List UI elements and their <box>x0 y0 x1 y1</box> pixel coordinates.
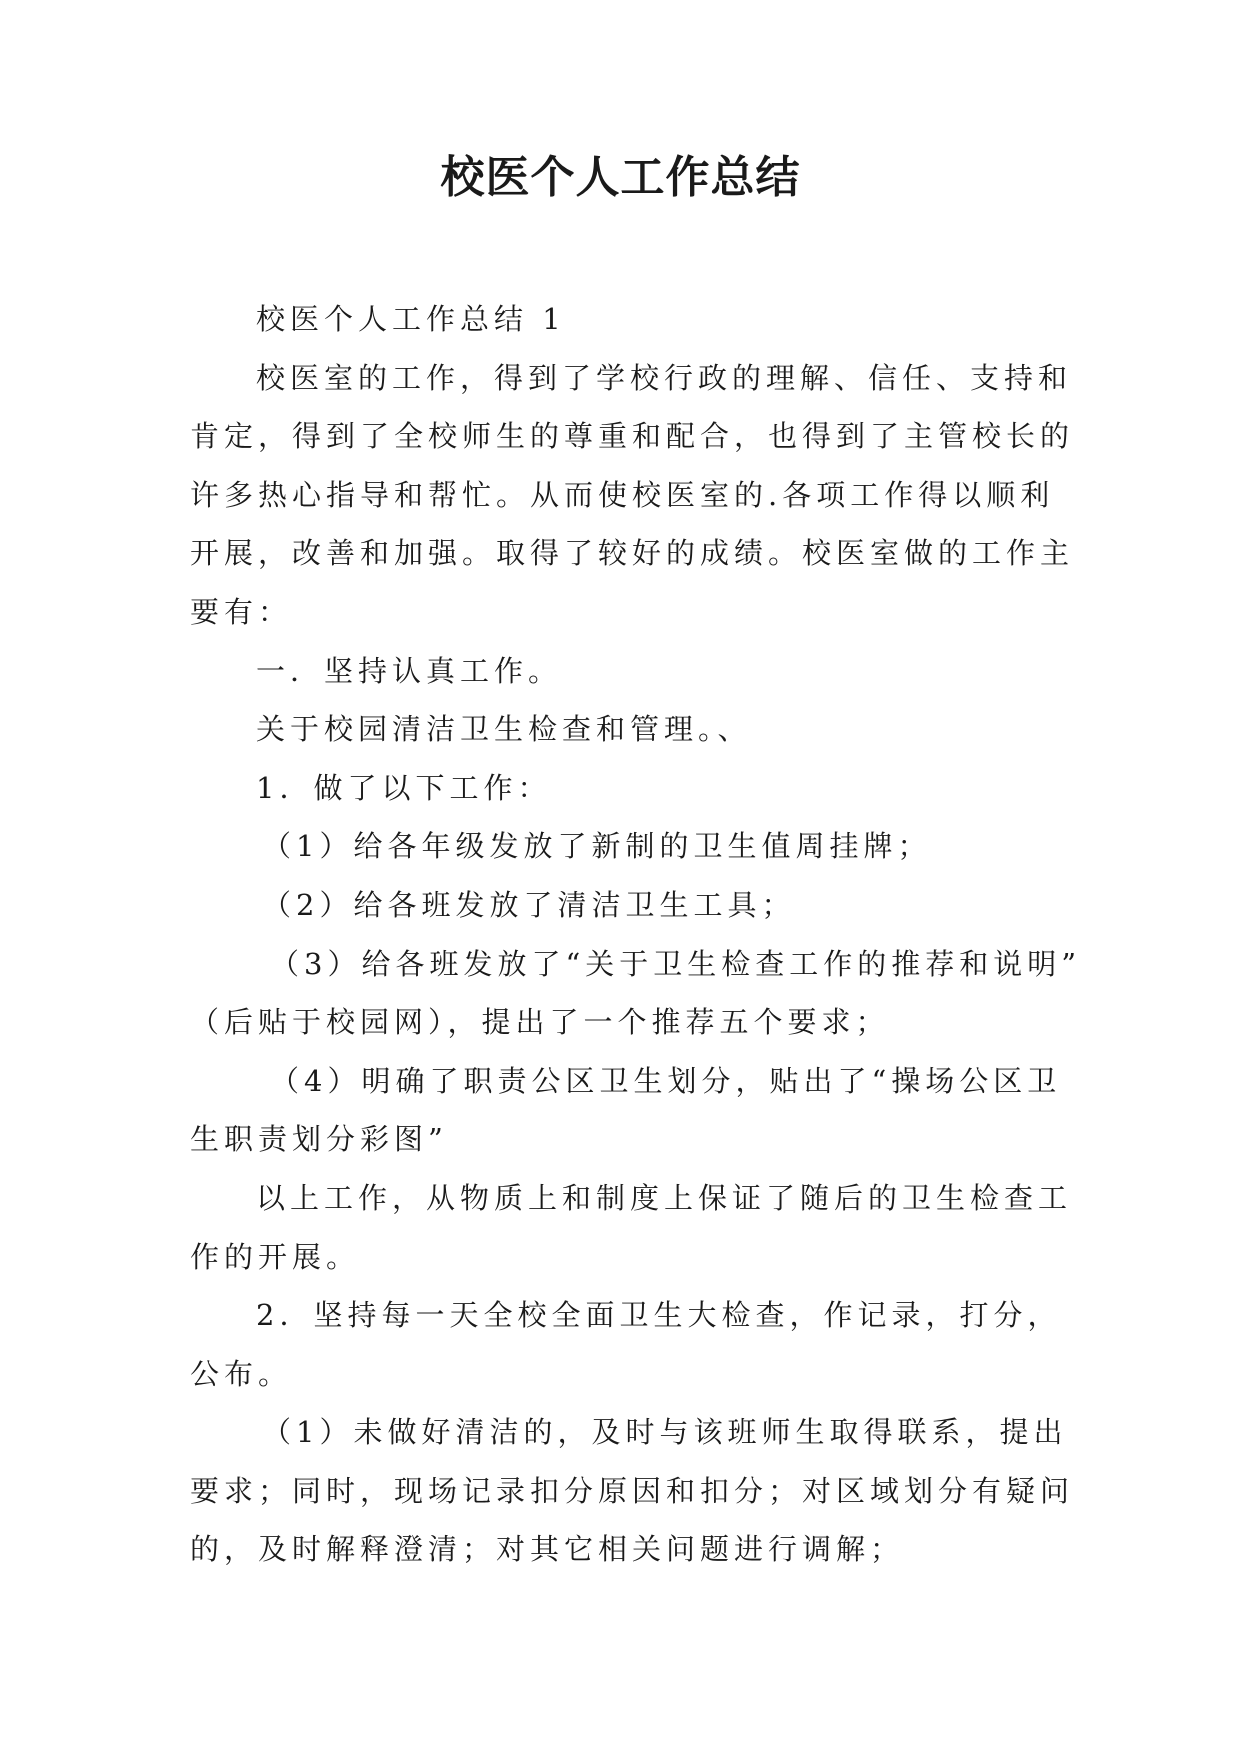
paragraph-line: 校医室的工作，得到了学校行政的理解、信任、支持和 <box>256 360 1073 395</box>
list-item: 1．做了以下工作： <box>256 770 552 805</box>
paragraph-line: 许多热心指导和帮忙。从而使校医室的.各项工作得以顺利 <box>190 477 1055 512</box>
paragraph-line: 作的开展。 <box>190 1239 361 1274</box>
list-item: （3）给各班发放了“关于卫生检查工作的推荐和说明” <box>270 946 1082 981</box>
list-item: （1）给各年级发放了新制的卫生值周挂牌； <box>262 829 932 864</box>
list-item: （4）明确了职责公区卫生划分，贴出了“操场公区卫 <box>270 1063 1062 1098</box>
list-item: 2．坚持每一天全校全面卫生大检查，作记录，打分， <box>256 1298 1062 1333</box>
paragraph-line: （后贴于校园网），提出了一个推荐五个要求； <box>190 1005 890 1040</box>
paragraph-line: 生职责划分彩图” <box>190 1122 448 1157</box>
paragraph-line: 关于校园清洁卫生检查和管理。、 <box>256 712 752 747</box>
document-body <box>190 290 1082 1579</box>
paragraph-line: 肯定，得到了全校师生的尊重和配合，也得到了主管校长的 <box>190 419 1075 454</box>
section-heading: 校医个人工作总结 1 <box>256 302 566 336</box>
list-heading: 一．坚持认真工作。 <box>256 653 563 688</box>
paragraph-line: 的，及时解释澄清；对其它相关问题进行调解； <box>190 1532 905 1567</box>
list-item: （2）给各班发放了清洁卫生工具； <box>262 887 796 922</box>
paragraph-line: 要有： <box>190 594 293 629</box>
list-item: （1）未做好清洁的，及时与该班师生取得联系，提出 <box>262 1415 1068 1450</box>
paragraph-line: 开展，改善和加强。取得了较好的成绩。校医室做的工作主 <box>190 536 1075 571</box>
paragraph-line: 以上工作，从物质上和制度上保证了随后的卫生检查工 <box>256 1180 1073 1215</box>
document-title: 校医个人工作总结 <box>440 152 801 203</box>
paragraph-line: 要求；同时，现场记录扣分原因和扣分；对区域划分有疑问 <box>190 1473 1075 1508</box>
paragraph-line: 公布。 <box>190 1356 293 1391</box>
